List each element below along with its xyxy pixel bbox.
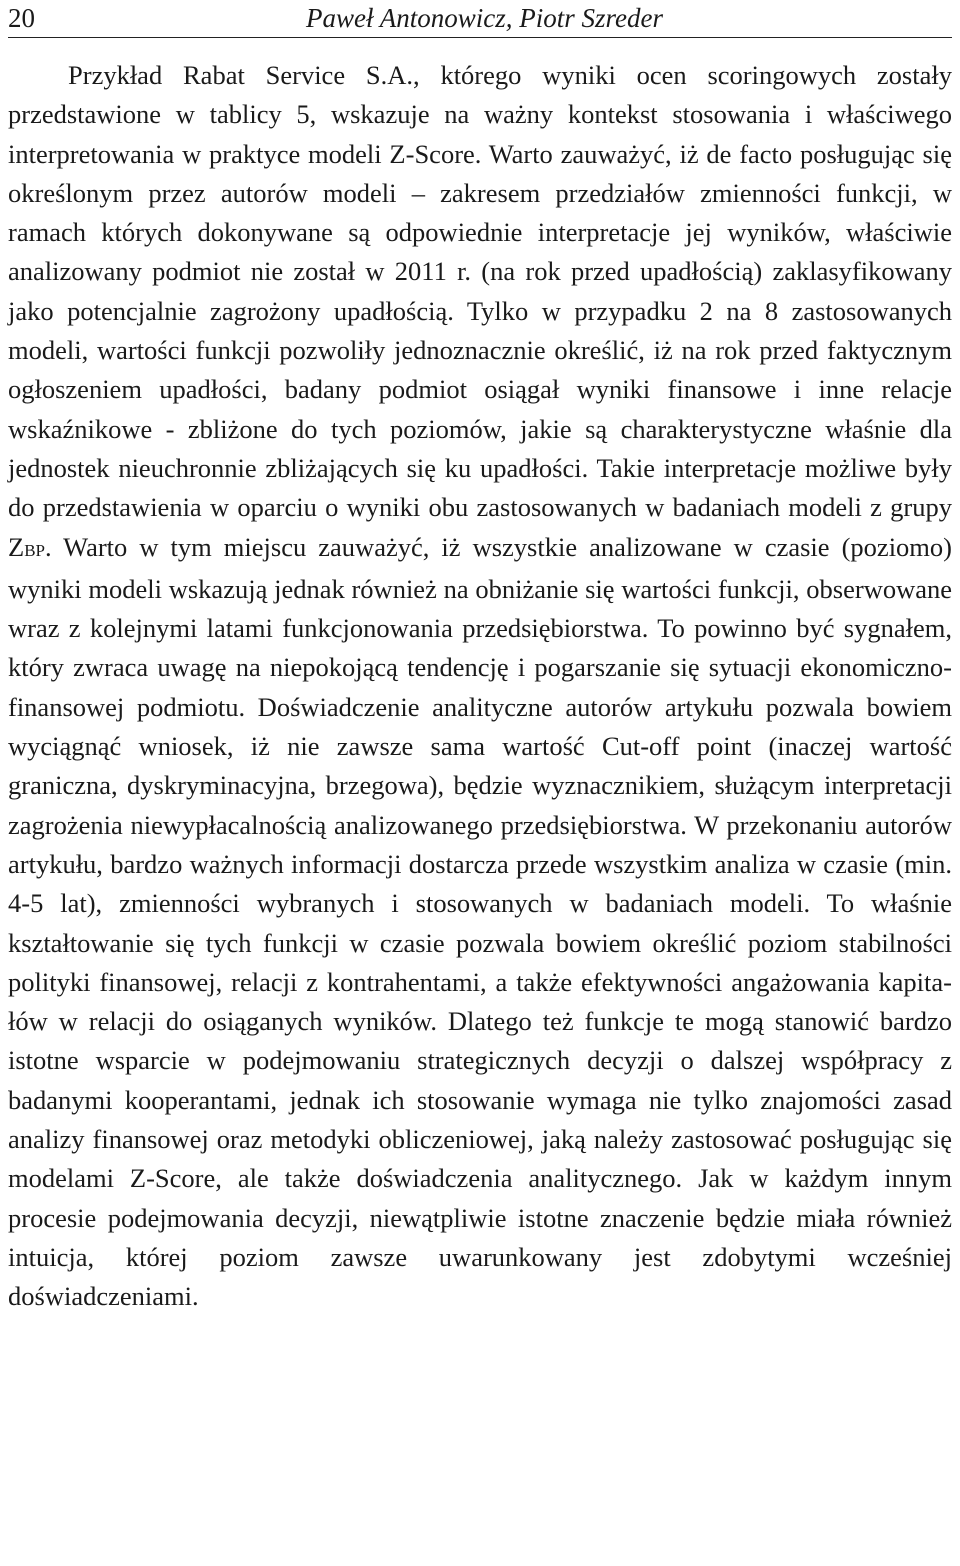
paragraph-text-part-2: . Warto w tym miejscu zauważyć, iż wszystkie analizowane w czasie (poziomo) wyniki modeli wskazują jednak również na obniżanie się wartości funkcji, obserwowane wraz z kolejnymi latami funkcjonowania przedsiębiorstwa. To powinno być sygnałem, który zwraca uwagę na niepokojącą tendencję i pogarszanie się sytuacji ekonomiczno-finansowej podmiotu. Doświadczenie analityczne autorów artykułu pozwala bowiem wyciągnąć wniosek, iż nie zawsze sama wartość Cut-off point (inaczej wartość graniczna, dyskryminacyjna, brzegowa), będzie wyznacznikiem, służącym interpretacji zagrożenia niewypłacalnością analizowanego przedsiębiorstwa. W przekonaniu autorów artykułu, bardzo ważnych informacji dostarcza przede wszystkim analiza w czasie (min. 4-5 lat), zmienności wybranych i stosowanych w badaniach modeli. To właśnie kształtowanie się tych funkcji w czasie pozwala bowiem określić poziom stabilności polityki finansowej, relacji z kontrahentami, a także efektywności angażowania kapitałów w relacji do osiąganych wyników. Dlatego też funkcje te mogą stanowić bardzo istotne wsparcie w podejmowaniu strategicznych decyzji o dalszej współpracy z badanymi kooperantami, jednak ich stosowanie wymaga nie tylko znajomości zasad analizy finansowej oraz metodyki obliczeniowej, jaką należy zastosować posługując się modelami Z-Score, ale także doświadczenia analitycznego. Jak w każdym innym procesie podejmowania decyzji, niewątpliwie istotne znaczenie będzie miała również intuicja, której poziom zawsze uwarunkowany jest zdobytymi wcześniej doświadczeniami. [8, 531, 952, 1312]
page-header [0, 0, 960, 42]
running-head: Paweł Antonowicz, Piotr Szreder [306, 3, 663, 33]
body-text [8, 56, 952, 1317]
page-number: 20 [8, 3, 35, 33]
paragraph-text-part-1: Przykład Rabat Service S.A., którego wyniki ocen scoringowych zostały przedstawione w tablicy 5, wskazuje na ważny kontekst stosowania i właściwego interpretowania w praktyce modeli Z-Score. Warto zauważyć, iż de facto posługując się określonym przez autorów modeli – zakresem przedziałów zmienności funkcji, w ramach których dokonywane są odpowiednie interpretacje jej wyników, właściwie analizowany podmiot nie został w 2011 r. (na rok przed upadłością) zaklasyfikowany jako potencjalnie zagrożony upadłością. Tylko w przypadku 2 na 8 zastosowanych modeli, wartości funkcji pozwoliły jednoznacznie określić, iż na rok przed faktycznym ogłoszeniem upadłości, badany podmiot osiągał wyniki finansowe i inne relacje wskaźnikowe - zbliżone do tych poziomów, jakie są charakterystyczne właśnie dla jednostek nieuchronnie zbliżających się ku upadłości. Takie interpretacje możliwe były do przedstawienia w oparciu o wyniki obu zastosowanych w badaniach modeli z grupy Z [8, 60, 952, 562]
subscript-bp: BP [24, 540, 45, 560]
header-divider [8, 37, 952, 38]
paragraph [8, 56, 952, 1317]
